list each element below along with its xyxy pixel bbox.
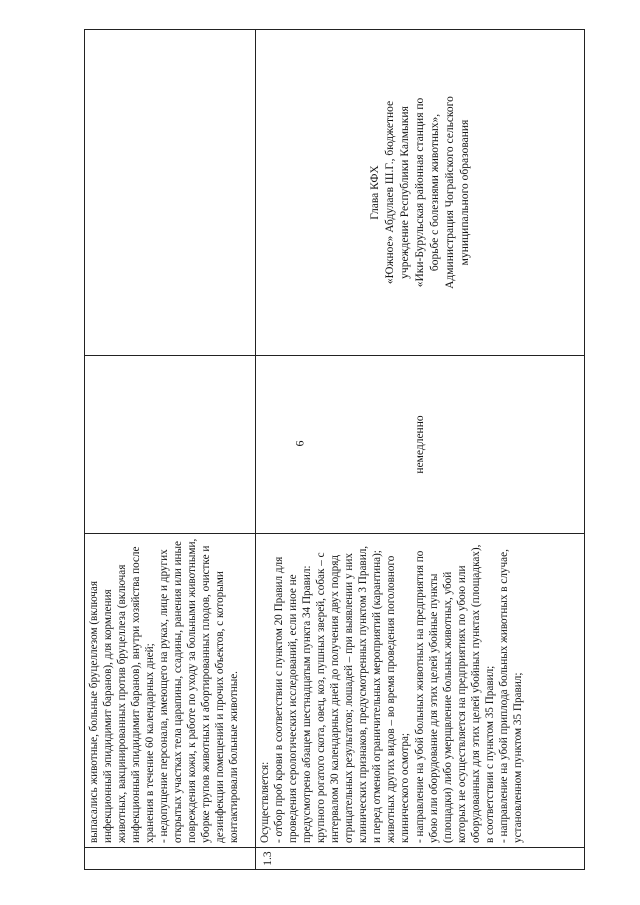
text-line: инфекционный эпидидимит баранов), для кормления — [102, 589, 115, 843]
text-line: хранения в течение 60 календарных дней; — [144, 643, 157, 843]
responsible-lines — [368, 36, 473, 349]
row-number — [85, 848, 256, 870]
text-line: борьбе с болезнями животных», — [428, 113, 441, 272]
text-line: дезинфекции помещений и прочих объектов, с которыми — [214, 571, 227, 843]
text-line: уборке трупов животных и абортированных плодов, очистке и — [200, 545, 213, 843]
measure-lines — [87, 538, 242, 843]
text-line: установленном пунктом 35 Правил; — [511, 672, 524, 843]
text-line: - недопущение персонала, имеющего на руках, лице и других — [158, 549, 171, 843]
responsible-cell — [256, 30, 585, 356]
text-line: Администрация Чограйского сельского — [443, 96, 456, 289]
text-line: учреждение Республики Калмыкия — [398, 106, 411, 279]
text-line: и перед отменой ограничительных мероприятий (карантина); — [371, 550, 384, 843]
table-row — [85, 30, 256, 870]
text-line: крупного рогатого скота, овец, коз, пушных зверей, собак – с — [315, 552, 328, 843]
text-line: интервалом 30 календарных дней до получения двух подряд — [329, 554, 342, 843]
text-line: открытых участках тела царапины, ссадины, ранения или иные — [172, 540, 185, 843]
table-row — [256, 30, 585, 870]
term-cell: немедленно — [256, 356, 585, 534]
responsible-cell — [85, 30, 256, 356]
page-number: 6 — [292, 440, 307, 447]
text-line: выпасались животные, больные бруцеллезом (включая — [88, 580, 100, 843]
text-line: клинических признаков, предусмотренных пунктом 3 Правил, — [357, 545, 370, 843]
measure-text — [85, 534, 256, 848]
text-line: - отбор проб крови в соответствии с пунктом 20 Правил для — [273, 556, 286, 843]
text-line: инфекционный эпидидимит баранов), внутри хозяйства после — [130, 546, 143, 843]
text-line: в соответствии с пунктом 35 Правил; — [483, 665, 496, 843]
text-line: животных других видов – во время проведения поголовного — [385, 555, 398, 843]
text-line: предусмотрено абзацем шестнадцатым пункта 34 Правил: — [301, 565, 314, 843]
rotated-page — [84, 30, 584, 870]
text-line: - направление на убой приплода больных животных в случае, — [497, 549, 510, 843]
measure-text — [256, 534, 585, 848]
text-line: Глава КФХ — [368, 165, 381, 220]
text-line: которых не осуществляется на предприятиях по убою или — [455, 565, 468, 843]
text-line: клинического осмотра; — [399, 732, 412, 843]
text-line: животных, вакцинированных против бруцеллеза (включая — [116, 564, 129, 843]
term-cell — [85, 356, 256, 534]
text-line: муниципального образования — [458, 119, 471, 266]
text-line: «Южное» Абдулаев Ш.Г., бюджетное — [383, 100, 396, 285]
measure-lines — [258, 538, 525, 843]
text-line: проведения серологических исследований, если иное не — [287, 574, 300, 843]
text-line: контактировали больные животные. — [228, 671, 241, 843]
text-line: отрицательных результатов; лошадей – при выявлении у них — [343, 553, 356, 843]
text-line: повреждения кожи, к работе по уходу за больными животными, — [186, 538, 199, 843]
row-number: 1.3 — [256, 848, 585, 870]
text-line: оборудованных для этих целей убойных пунктах (площадках), — [469, 544, 482, 843]
text-line: - направление на убой больных животных на предприятия по — [413, 550, 426, 843]
text-line: убою или оборудование для этих целей убойные пункты — [427, 573, 440, 843]
text-line: «Ики-Бурульская районная станция по — [413, 97, 426, 288]
text-line: (площадки) либо умерщвление больных животных, убой — [441, 571, 454, 843]
measures-table — [84, 29, 585, 870]
text-line: Осуществляется: — [259, 761, 271, 843]
